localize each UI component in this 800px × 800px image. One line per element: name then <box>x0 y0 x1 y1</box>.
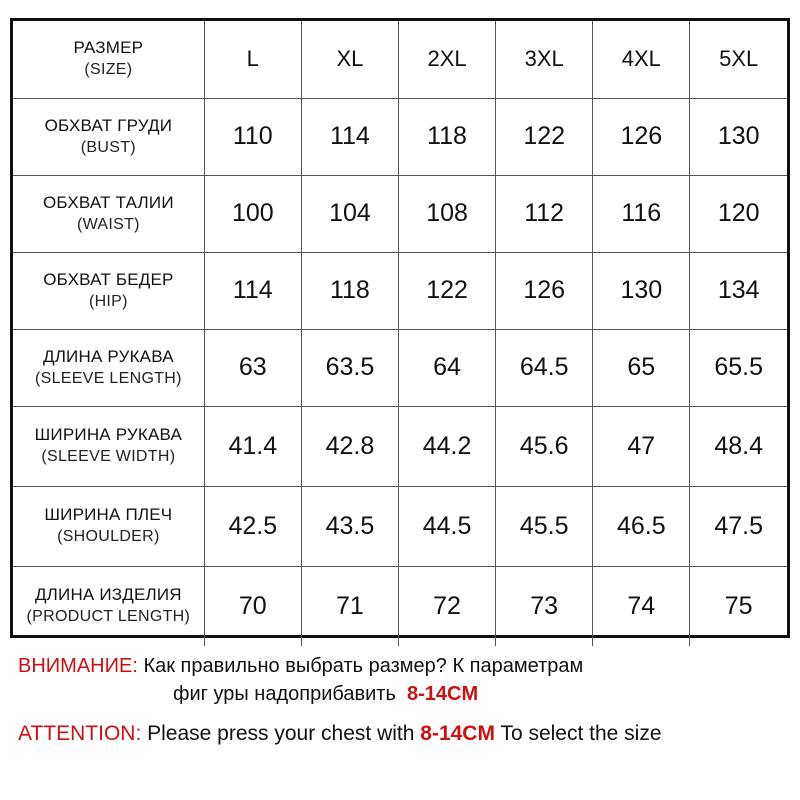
header-label-cell <box>13 21 204 98</box>
measurement-value: 118 <box>329 276 370 304</box>
header-size-cell <box>690 21 787 98</box>
notice-en <box>18 720 798 748</box>
value-cell <box>496 566 593 646</box>
measurement-value: 114 <box>329 122 370 150</box>
value-cell <box>690 566 787 646</box>
measurement-value: 45.5 <box>519 511 569 540</box>
row-label-cell <box>13 406 204 486</box>
table-row <box>13 175 787 252</box>
measurement-value: 64 <box>433 353 461 381</box>
value-cell <box>496 329 593 406</box>
measurement-value: 104 <box>329 199 371 227</box>
table-row <box>13 252 787 329</box>
measurement-value: 65 <box>627 353 656 381</box>
header-label-ru: РАЗМЕР <box>73 38 144 58</box>
header-size-cell <box>398 21 495 98</box>
measurement-value: 116 <box>621 199 662 227</box>
value-cell <box>398 329 495 406</box>
value-cell <box>593 98 690 175</box>
value-cell <box>690 486 787 566</box>
row-label-ru: ШИРИНА РУКАВА <box>34 425 183 444</box>
row-label-en: (SLEEVE LENGTH) <box>34 369 182 387</box>
measurement-value: 64.5 <box>519 353 569 381</box>
value-cell <box>690 175 787 252</box>
measurement-value: 134 <box>717 276 760 304</box>
value-cell <box>301 98 398 175</box>
header-label-en: (SIZE) <box>84 61 133 79</box>
measurement-value: 44.5 <box>422 511 472 540</box>
notice-ru-text-line2: фиг уры надоприбавить <box>173 683 396 705</box>
value-cell <box>301 329 398 406</box>
value-cell <box>593 566 690 646</box>
value-cell <box>496 175 593 252</box>
value-cell <box>204 252 301 329</box>
value-cell <box>593 406 690 486</box>
value-cell <box>593 329 690 406</box>
row-label-en: (PRODUCT LENGTH) <box>26 608 191 626</box>
measurement-value: 43.5 <box>325 511 375 540</box>
measurement-value: 42.8 <box>325 431 375 460</box>
measurement-value: 120 <box>717 199 760 227</box>
row-label-en: (HIP) <box>88 292 128 310</box>
size-name: L <box>246 46 259 72</box>
row-label-ru: ШИРИНА ПЛЕЧ <box>44 505 173 524</box>
measurement-value: 46.5 <box>616 511 666 540</box>
notice-ru-line2 <box>173 680 478 708</box>
value-cell <box>204 566 301 646</box>
measurement-value: 73 <box>530 591 559 620</box>
table-row <box>13 486 787 566</box>
header-size-cell <box>204 21 301 98</box>
notice-ru-line1 <box>18 652 788 680</box>
row-label-ru: ОБХВАТ ТАЛИИ <box>42 192 174 212</box>
value-cell <box>496 98 593 175</box>
measurement-value: 126 <box>523 276 566 304</box>
size-name: 3XL <box>524 46 564 72</box>
value-cell <box>496 252 593 329</box>
row-label-cell <box>13 252 204 329</box>
notice-ru-label: ВНИМАНИЕ: <box>18 655 138 677</box>
table-header-row <box>13 21 787 98</box>
measurement-value: 122 <box>426 276 468 304</box>
measurement-value: 71 <box>336 591 364 620</box>
table-row <box>13 98 787 175</box>
value-cell <box>204 175 301 252</box>
size-name: 2XL <box>427 46 467 72</box>
value-cell <box>204 406 301 486</box>
row-label-cell <box>13 175 204 252</box>
value-cell <box>398 98 495 175</box>
value-cell <box>398 252 495 329</box>
row-label-ru: ДЛИНА РУКАВА <box>42 346 174 366</box>
row-label-cell <box>13 566 204 646</box>
notice-en-highlight: 8-14CM <box>420 722 495 745</box>
value-cell <box>398 566 495 646</box>
value-cell <box>204 98 301 175</box>
header-size-cell <box>593 21 690 98</box>
measurement-value: 126 <box>620 122 663 150</box>
notice-en-text-after: To select the size <box>500 722 662 745</box>
row-label-en: (BUST) <box>80 138 136 156</box>
measurement-value: 110 <box>232 122 273 150</box>
value-cell <box>496 486 593 566</box>
measurement-value: 47.5 <box>714 511 764 540</box>
notice-ru-text-line1: Как правильно выбрать размер? К параметрам <box>143 655 584 677</box>
row-label-en: (SHOULDER) <box>57 528 160 545</box>
notice-en-label: ATTENTION: <box>18 722 142 745</box>
row-label-ru: ОБХВАТ ГРУДИ <box>44 115 173 135</box>
measurement-value: 112 <box>524 199 565 227</box>
header-size-cell <box>496 21 593 98</box>
measurement-value: 70 <box>238 591 267 620</box>
measurement-value: 63.5 <box>325 353 375 381</box>
measurement-value: 122 <box>523 122 566 150</box>
value-cell <box>593 175 690 252</box>
measurement-value: 63 <box>238 353 267 381</box>
table-row <box>13 329 787 406</box>
measurement-value: 65.5 <box>714 353 764 381</box>
value-cell <box>204 329 301 406</box>
value-cell <box>301 252 398 329</box>
row-label-cell <box>13 98 204 175</box>
value-cell <box>301 486 398 566</box>
value-cell <box>398 486 495 566</box>
measurement-value: 130 <box>620 276 663 304</box>
size-name: XL <box>336 46 364 72</box>
value-cell <box>301 175 398 252</box>
size-name: 5XL <box>719 46 759 72</box>
measurement-value: 74 <box>627 591 656 620</box>
value-cell <box>690 98 787 175</box>
row-label-ru: ДЛИНА ИЗДЕЛИЯ <box>34 585 182 605</box>
measurement-value: 72 <box>433 591 461 620</box>
measurement-value: 108 <box>426 199 468 227</box>
size-name: 4XL <box>621 46 661 72</box>
value-cell <box>690 329 787 406</box>
measurement-value: 114 <box>232 276 273 304</box>
row-label-cell <box>13 486 204 566</box>
row-label-ru: ОБХВАТ БЕДЕР <box>43 269 174 289</box>
value-cell <box>690 406 787 486</box>
measurement-value: 75 <box>724 591 753 620</box>
row-label-en: (WAIST) <box>76 215 140 233</box>
header-size-cell <box>301 21 398 98</box>
measurement-value: 47 <box>627 431 656 460</box>
measurement-value: 44.2 <box>422 431 472 460</box>
value-cell <box>496 406 593 486</box>
measurement-value: 45.6 <box>519 431 569 460</box>
row-label-cell <box>13 329 204 406</box>
measurement-value: 100 <box>231 199 274 227</box>
notice-ru-highlight: 8-14CM <box>407 683 479 705</box>
size-chart-table-frame <box>10 18 790 638</box>
value-cell <box>204 486 301 566</box>
size-chart-table <box>13 21 787 646</box>
measurement-value: 48.4 <box>714 431 764 460</box>
measurement-value: 118 <box>427 122 467 150</box>
table-row <box>13 566 787 646</box>
value-cell <box>593 252 690 329</box>
value-cell <box>593 486 690 566</box>
measurement-value: 42.5 <box>228 511 278 540</box>
value-cell <box>398 406 495 486</box>
value-cell <box>398 175 495 252</box>
notice-en-text-before: Please press your chest with <box>147 722 415 745</box>
table-row <box>13 406 787 486</box>
value-cell <box>690 252 787 329</box>
value-cell <box>301 566 398 646</box>
value-cell <box>301 406 398 486</box>
row-label-en: (SLEEVE WIDTH) <box>41 448 176 465</box>
measurement-value: 130 <box>717 122 760 150</box>
measurement-value: 41.4 <box>228 431 278 460</box>
